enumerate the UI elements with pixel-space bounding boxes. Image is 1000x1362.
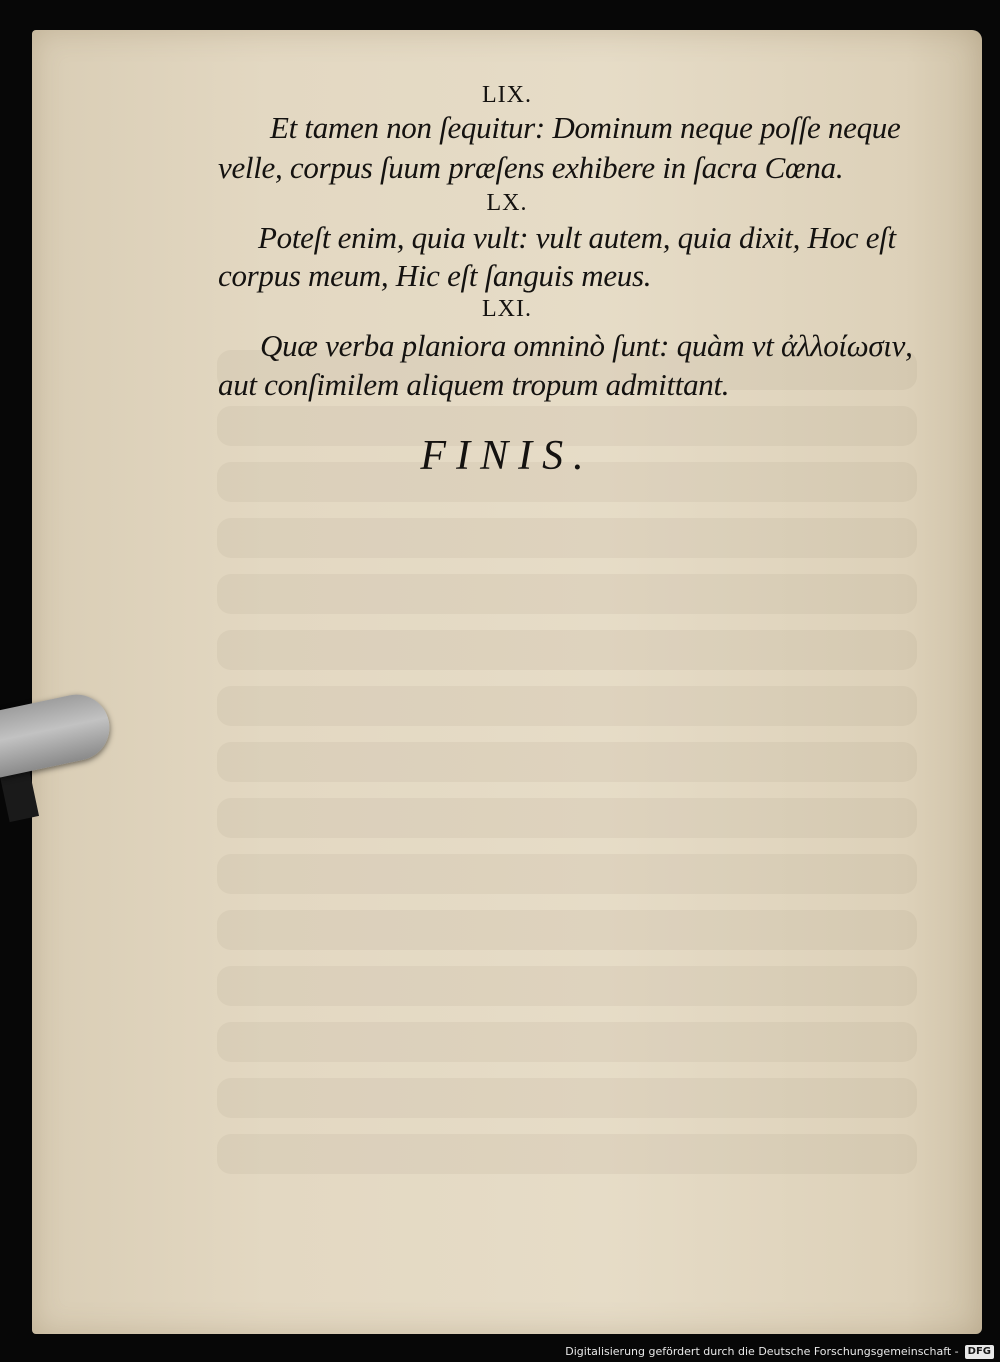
paragraph-lxi-line-2: aut conſimilem aliquem tropum admittant. [218,367,730,402]
page-text [32,30,982,1334]
digitization-footer [0,1342,1000,1362]
paragraph-lx-line-2: corpus meum, Hic eſt ſanguis meus. [218,258,652,293]
section-heading-lxi: LXI. [482,296,532,322]
paragraph-lix-line-1: Et tamen non ſequitur: Dominum neque poſſe neque [270,110,901,145]
section-heading-lix: LIX. [482,82,532,108]
dfg-logo: DFG [965,1345,994,1359]
paragraph-lix-line-2: velle, corpus ſuum præſens exhibere in ſacra Cœna. [218,150,844,185]
book-page [32,30,982,1334]
paragraph-lxi-line-1: Quæ verba planiora omninò ſunt: quàm vt ἀλλοίωσιν, [260,328,913,363]
section-heading-lx: LX. [486,190,528,216]
finis-heading: FINIS. [420,433,594,479]
footer-text: Digitalisierung gefördert durch die Deutsche Forschungsgemeinschaft - [565,1345,959,1358]
paragraph-lx-line-1: Poteſt enim, quia vult: vult autem, quia dixit, Hoc eſt [258,220,896,255]
